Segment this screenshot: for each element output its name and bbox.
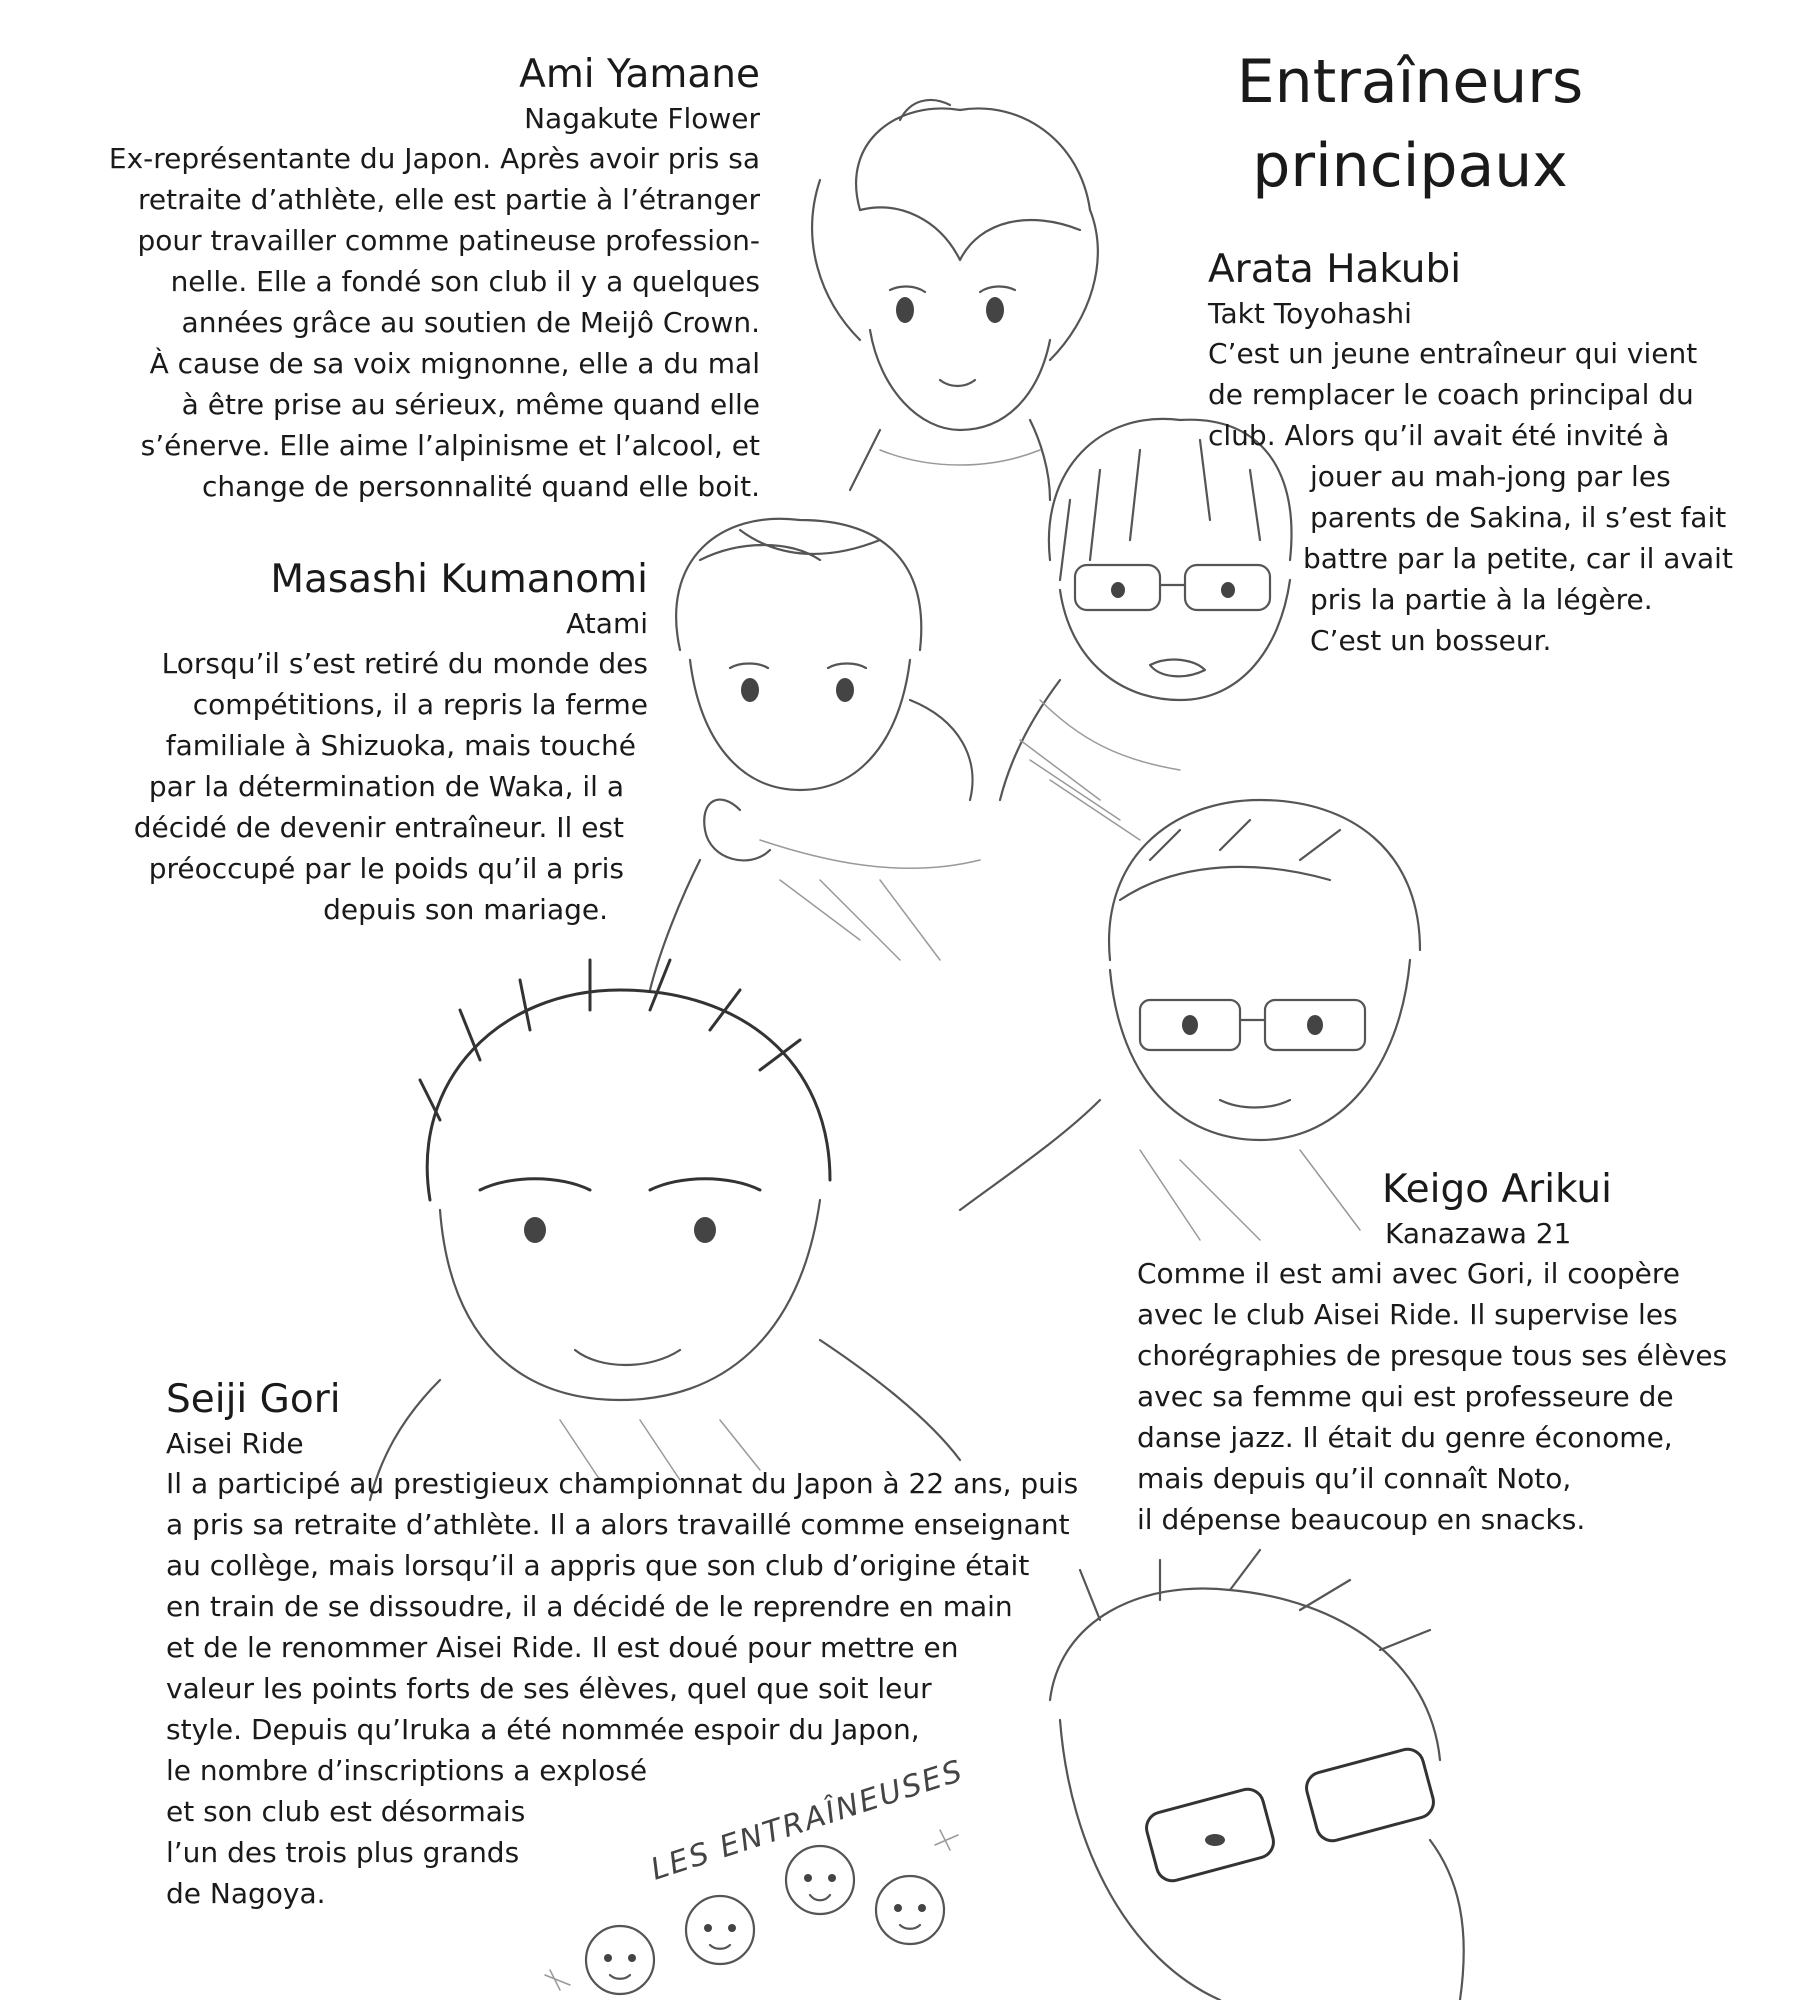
bio-line: depuis son mariage. [323,893,608,926]
bio-line: change de personnalité quand elle boit. [202,470,760,503]
bio-line: valeur les points forts de ses élèves, quel que soit leur [166,1672,932,1705]
bio-line: en train de se dissoudre, il a décidé de le reprendre en main [166,1590,1013,1623]
bio-line: le nombre d’inscriptions a explosé [166,1754,648,1787]
bio-line: pour travailler comme patineuse profession- [137,224,760,257]
bio-line: nelle. Elle a fondé son club il y a quelques [170,265,760,298]
bio-line: C’est un bosseur. [1310,624,1552,657]
bio-line: a pris sa retraite d’athlète. Il a alors travaillé comme enseignant [166,1508,1070,1541]
bio-line: danse jazz. Il était du genre économe, [1137,1421,1673,1454]
coach-club: Kanazawa 21 [1385,1217,1572,1250]
bio-line: l’un des trois plus grands [166,1836,520,1869]
bio-line: Ex-représentante du Japon. Après avoir pris sa [108,142,760,175]
doodle-caption: LES ENTRAÎNEUSES [646,1753,969,1888]
bio-line: pris la partie à la légère. [1310,583,1653,616]
coach-club: Takt Toyohashi [1208,297,1412,330]
bio-line: retraite d’athlète, elle est partie à l’étranger [137,183,760,216]
page-title-line-2: principaux [1252,131,1568,201]
bio-line: avec sa femme qui est professeure de [1137,1380,1674,1413]
bio-line: à être prise au sérieux, même quand elle [181,388,760,421]
coach-club: Aisei Ride [166,1427,304,1460]
bio-line: C’est un jeune entraîneur qui vient [1208,337,1698,370]
bio-line: de Nagoya. [166,1877,326,1910]
bio-line: il dépense beaucoup en snacks. [1137,1503,1586,1536]
bio-line: compétitions, il a repris la ferme [192,688,648,721]
bio-line: club. Alors qu’il avait été invité à [1208,419,1670,452]
bio-line: Il a participé au prestigieux championnat du Japon à 22 ans, puis [166,1467,1079,1500]
bio-line: années grâce au soutien de Meijô Crown. [181,306,760,339]
coach-name: Keigo Arikui [1382,1167,1612,1212]
bio-line: décidé de devenir entraîneur. Il est [133,811,624,844]
bio-line: au collège, mais lorsqu’il a appris que son club d’origine était [166,1549,1030,1582]
bio-line: s’énerve. Elle aime l’alpinisme et l’alcool, et [140,429,760,462]
bio-line: parents de Sakina, il s’est fait [1310,501,1727,534]
bio-line: Lorsqu’il s’est retiré du monde des [161,647,648,680]
bio-line: par la détermination de Waka, il a [148,770,624,803]
coach-club: Atami [566,607,648,640]
page-title-line-1: Entraîneurs [1236,47,1584,117]
bio-line: de remplacer le coach principal du [1208,378,1694,411]
coach-name: Ami Yamane [519,52,760,97]
bio-line: À cause de sa voix mignonne, elle a du mal [149,347,760,380]
bio-line: style. Depuis qu’Iruka a été nommée espoir du Japon, [166,1713,920,1746]
coach-club: Nagakute Flower [524,102,760,135]
coach-name: Seiji Gori [166,1377,341,1422]
bio-line: mais depuis qu’il connaît Noto, [1137,1462,1572,1495]
coach-name: Masashi Kumanomi [270,557,648,602]
bio-line: Comme il est ami avec Gori, il coopère [1137,1257,1681,1290]
bio-line: battre par la petite, car il avait [1303,542,1733,575]
bio-line: familiale à Shizuoka, mais touché [165,729,636,762]
bio-line: jouer au mah-jong par les [1310,460,1671,493]
bio-line: avec le club Aisei Ride. Il supervise les [1137,1298,1678,1331]
bio-line: chorégraphies de presque tous ses élèves [1137,1339,1728,1372]
coach-name: Arata Hakubi [1208,247,1462,292]
bio-line: préoccupé par le poids qu’il a pris [148,852,624,885]
bio-line: et de le renommer Aisei Ride. Il est doué pour mettre en [166,1631,959,1664]
bio-line: et son club est désormais [166,1795,526,1828]
